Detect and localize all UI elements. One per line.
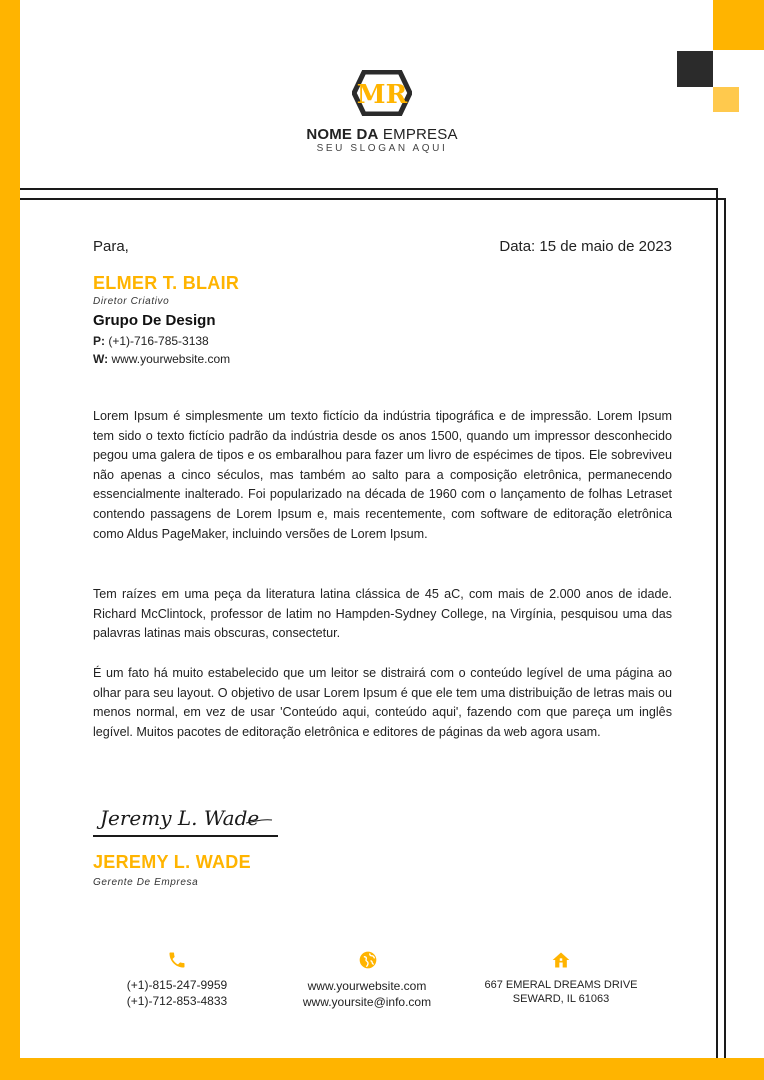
website-label: W:: [93, 352, 109, 366]
footer-address: [471, 978, 651, 1006]
footer-websites: [277, 978, 457, 1010]
footer-phones: [87, 977, 267, 1009]
footer-phone-2[interactable]: (+1)-712-853-4833: [126, 994, 228, 1008]
company-name-regular: EMPRESA: [378, 126, 458, 143]
frame-line-right-inner: [724, 198, 726, 1058]
recipient-role: Diretor Criativo: [93, 296, 170, 307]
recipient-website: [93, 352, 230, 366]
recipient-company: Grupo De Design: [93, 312, 216, 329]
handwritten-signature: [96, 795, 276, 837]
body-paragraph-3: É um fato há muito estabelecido que um leitor se distrairá com o conteúdo legível de uma página ao olhar para seu layout. O objetivo de usar Lorem Ipsum é que ele tem uma distribuição de letras mais ou menos normal, em vez de usar 'Conteúdo aqui, conteúdo aqui', fazendo com que pareça um inglês legível. Muitos pacotes de editoração eletrônica e editores de páginas da web agora usam.: [93, 666, 672, 739]
company-logo: [352, 70, 412, 116]
signature-handwriting: Jeremy L. Wade: [100, 806, 260, 830]
website-value[interactable]: www.yourwebsite.com: [108, 352, 231, 366]
footer-phone-1[interactable]: (+1)-815-247-9959: [126, 978, 228, 992]
salutation: Para,: [93, 238, 129, 255]
corner-accent-square: [713, 0, 764, 50]
body-paragraph-2: Tem raízes em uma peça da literatura latina clássica de 45 aC, com mais de 2.000 anos de idade. Richard McClintock, professor de latim no Hampden-Sydney College, na Virgínia, pesquisou uma das palavras latinas mais obscuras, consectetur.: [93, 587, 672, 641]
body-paragraph-1: Lorem Ipsum é simplesmente um texto fictício da indústria tipográfica e de impressão. Lorem Ipsum tem sido o texto fictício padrão da indústria desde os anos 1500, quando um impressor desconhecido pegou uma galera de tipos e os embaralhou para fazer um livro de espécimes de tipos. Ele sobreviveu não apenas a cinco séculos, mas também ao salto para a composição eletrônica, permanecendo essencialmente inalterado. Foi popularizado na década de 1960 com o lançamento de folhas Letraset contendo passagens de Lorem Ipsum e, mais recentemente, com software de editoração eletrônica como Aldus PageMaker, incluindo versões de Lorem Ipsum.: [93, 409, 672, 541]
letter-date: Data: 15 de maio de 2023: [499, 238, 672, 255]
company-name-bold: NOME DA: [306, 126, 379, 143]
phone-icon: [167, 950, 187, 970]
footer-address-line-2: SEWARD, IL 61063: [512, 993, 610, 1005]
frame-line-top-outer: [20, 188, 718, 190]
recipient-phone: [93, 334, 209, 348]
signer-role: Gerente De Empresa: [93, 877, 199, 888]
signature-line: [93, 835, 278, 837]
globe-icon: [358, 950, 378, 970]
signer-name: JEREMY L. WADE: [93, 852, 251, 872]
footer-website-1[interactable]: www.yourwebsite.com: [307, 979, 427, 993]
footer-website-2[interactable]: www.yoursite@info.com: [302, 995, 432, 1009]
phone-label: P:: [93, 334, 105, 348]
home-icon: [551, 950, 571, 970]
corner-light-square: [713, 87, 739, 112]
phone-value: (+1)-716-785-3138: [105, 334, 209, 348]
company-name: [232, 126, 532, 143]
footer-address-line-1: 667 EMERAL DREAMS DRIVE: [484, 979, 638, 991]
company-slogan: SEU SLOGAN AQUI: [316, 143, 448, 154]
recipient-name: ELMER T. BLAIR: [93, 273, 240, 293]
corner-dark-square: [677, 51, 713, 87]
left-accent-bar: [0, 0, 20, 1080]
bottom-accent-bar: [0, 1058, 764, 1080]
logo-text: MR: [356, 80, 408, 110]
frame-line-right-outer: [716, 188, 718, 1058]
frame-line-top-inner: [20, 198, 726, 200]
